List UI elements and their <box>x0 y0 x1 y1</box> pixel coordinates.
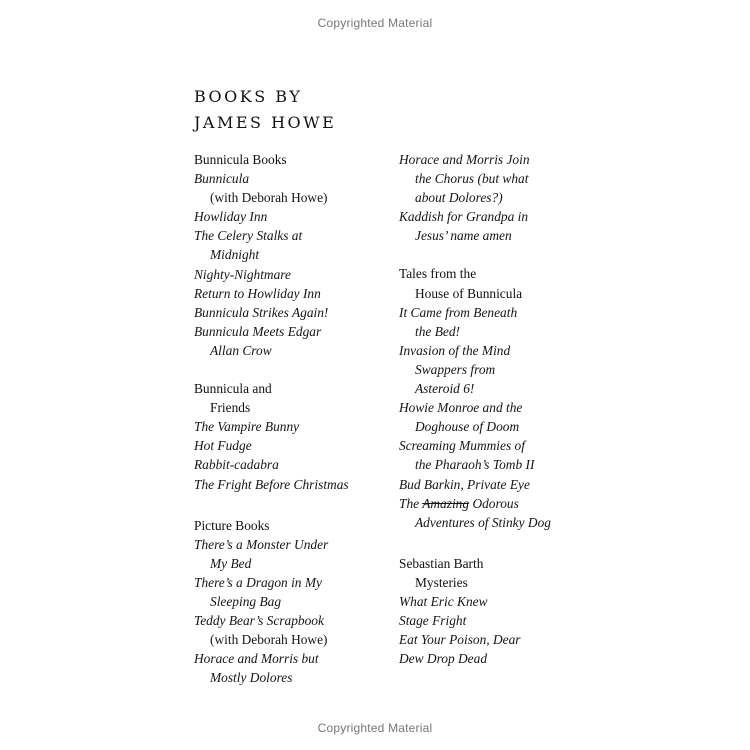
book-title: Screaming Mummies of <box>399 438 525 454</box>
book-title-continued: Asteroid 6! <box>415 381 475 397</box>
category-heading-continued: Mysteries <box>415 574 468 590</box>
book-title-continued: Adventures of Stinky Dog <box>415 514 551 530</box>
book-title: Teddy Bear’s Scrapbook <box>194 613 324 629</box>
book-title: Bunnicula Meets Edgar <box>194 323 322 339</box>
coauthor-note: (with Deborah Howe) <box>210 632 328 648</box>
book-title: The Fright Before Christmas <box>194 476 349 492</box>
book-title: Bud Barkin, Private Eye <box>399 476 530 492</box>
book-title: What Eric Knew <box>399 593 488 609</box>
book-title: Bunnicula <box>194 171 250 187</box>
book-title: Invasion of the Mind <box>399 342 511 358</box>
copyright-watermark-top: Copyrighted Material <box>317 16 433 30</box>
struck-word: Amazing <box>422 495 470 511</box>
book-title-continued: the Chorus (but what <box>415 171 529 187</box>
book-title-continued: Midnight <box>210 247 260 263</box>
heading-line-author: JAMES HOWE <box>194 113 337 132</box>
book-title-continued: My Bed <box>210 555 252 571</box>
coauthor-note: (with Deborah Howe) <box>210 190 328 206</box>
book-title: Bunnicula Strikes Again! <box>194 304 329 320</box>
title-prefix: The <box>399 495 420 511</box>
category-heading: Bunnicula and <box>194 381 272 397</box>
title-word: Odorous <box>472 495 519 511</box>
section-tales-from-the-house <box>399 264 564 531</box>
book-title: Hot Fudge <box>194 438 252 454</box>
right-column <box>399 150 564 687</box>
book-title: There’s a Dragon in My <box>194 574 322 590</box>
book-title: Howliday Inn <box>194 209 268 225</box>
book-title-continued: the Pharaoh’s Tomb II <box>415 457 535 473</box>
section-picture-books <box>194 516 374 688</box>
book-title: The Vampire Bunny <box>194 419 300 435</box>
book-title: Stage Fright <box>399 613 467 629</box>
book-title-continued: Jesus’ name amen <box>415 228 512 244</box>
book-title: There’s a Monster Under <box>194 536 329 552</box>
section-sebastian-barth <box>399 554 564 669</box>
book-title: Kaddish for Grandpa in <box>399 209 529 225</box>
book-title-continued: Swappers from <box>415 361 496 377</box>
category-heading-continued: House of Bunnicula <box>415 285 523 301</box>
section-bunnicula-and-friends <box>194 379 374 494</box>
section-bunnicula-books <box>194 150 374 360</box>
book-title: The Celery Stalks at <box>194 228 303 244</box>
category-heading: Bunnicula Books <box>194 152 287 167</box>
book-title: Horace and Morris but <box>194 651 319 667</box>
category-heading: Tales from the <box>399 266 477 282</box>
book-title-continued: about Dolores?) <box>415 190 503 206</box>
category-heading: Picture Books <box>194 517 270 533</box>
book-title: Rabbit-cadabra <box>194 457 279 473</box>
book-title: Horace and Morris Join <box>399 152 530 167</box>
category-heading-continued: Friends <box>210 400 251 416</box>
book-title-continued: the Bed! <box>415 323 460 339</box>
section-horace-and-morris <box>399 150 564 245</box>
book-title: Return to Howliday Inn <box>194 285 321 301</box>
book-title: Eat Your Poison, Dear <box>399 632 521 648</box>
book-title: Nighty-Nightmare <box>194 266 291 282</box>
copyright-watermark-bottom: Copyrighted Material <box>317 721 433 735</box>
book-title-continued: Allan Crow <box>210 342 272 358</box>
book-title-continued: Doghouse of Doom <box>415 419 520 435</box>
page-heading <box>194 84 336 136</box>
category-heading: Sebastian Barth <box>399 555 484 571</box>
book-title: Dew Drop Dead <box>399 651 488 667</box>
book-title: Howie Monroe and the <box>399 400 523 416</box>
book-title-stinky-dog <box>399 494 564 513</box>
left-column <box>194 150 374 706</box>
book-title-continued: Mostly Dolores <box>210 670 293 686</box>
book-title: It Came from Beneath <box>399 304 518 320</box>
heading-line-books-by: BOOKS BY <box>194 87 303 106</box>
book-title-continued: Sleeping Bag <box>210 593 282 609</box>
